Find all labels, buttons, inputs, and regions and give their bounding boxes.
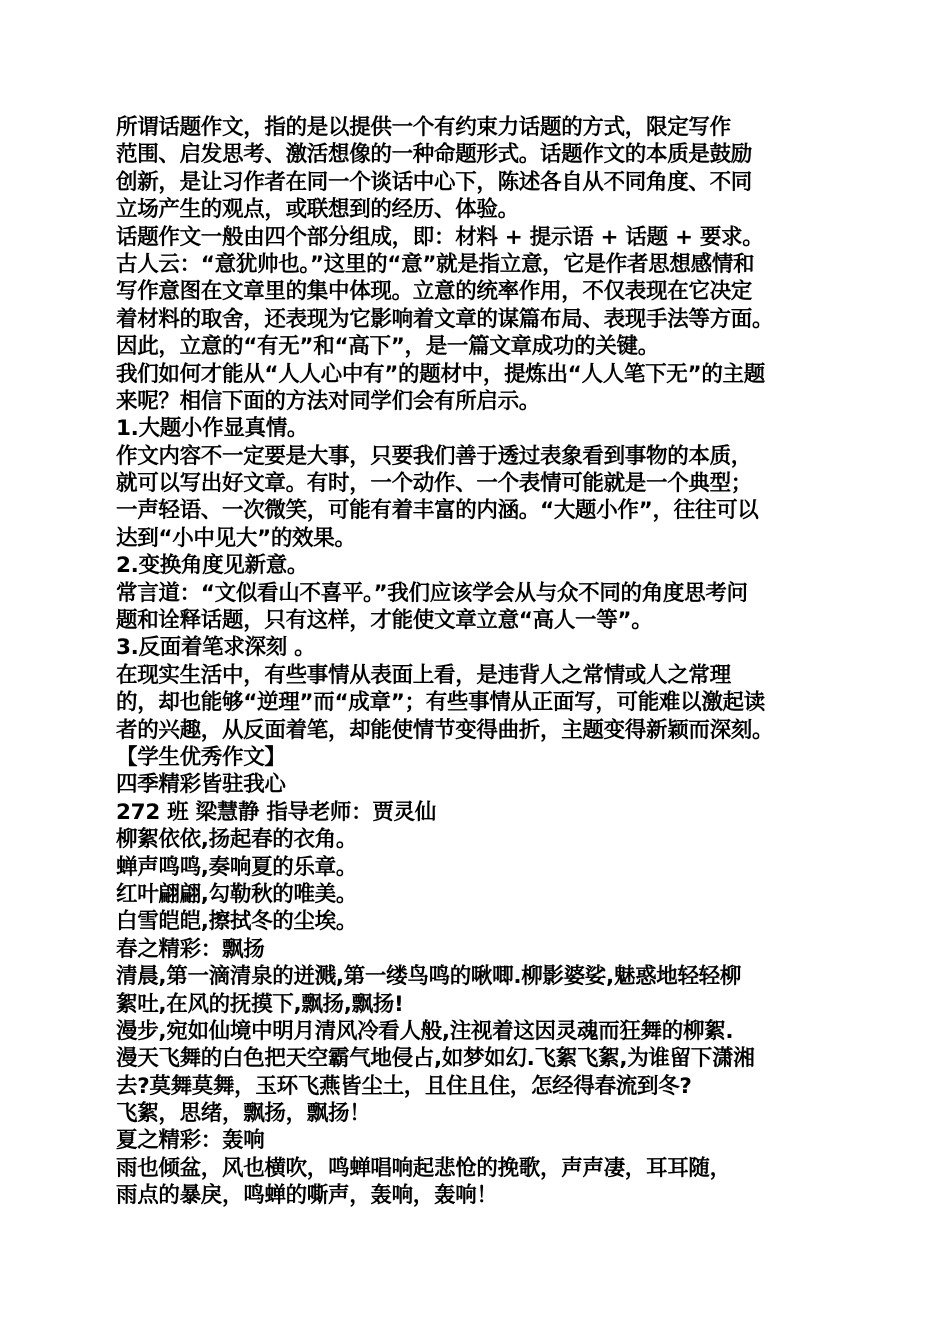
text-line: 3.反面着笔求深刻 。	[116, 635, 316, 661]
text-line: 常言道：“文似看山不喜平。”我们应该学会从与众不同的角度思考问	[116, 580, 748, 606]
text-line: 题和诠释话题，只有这样，才能使文章立意“高人一等”。	[116, 608, 653, 634]
text-line: 着材料的取舍，还表现为它影响着文章的谋篇布局、表现手法等方面。	[116, 306, 774, 332]
text-line: 立场产生的观点，或联想到的经历、体验。	[116, 197, 519, 223]
text-line: 272 班 梁慧静 指导老师：贾灵仙	[116, 799, 436, 825]
text-line: 絮吐,在风的抚摸下,飘扬,飘扬!	[116, 991, 404, 1017]
text-line: 在现实生活中，有些事情从表面上看，是违背人之常情或人之常理	[116, 662, 731, 688]
text-line: 2.变换角度见新意。	[116, 553, 309, 579]
text-line: 达到“小中见大”的效果。	[116, 525, 356, 551]
text-line: 一声轻语、一次微笑，可能有着丰富的内涵。“大题小作”，往往可以	[116, 498, 759, 524]
text-line: 红叶翩翩,勾勒秋的唯美。	[116, 881, 358, 907]
text-line: 的，却也能够“逆理”而“成章”；有些事情从正面写，可能难以激起读	[116, 690, 765, 716]
text-line: 者的兴趣，从反面着笔，却能使情节变得曲折，主题变得新颖而深刻。	[116, 717, 774, 743]
text-line: 1.大题小作显真情。	[116, 416, 309, 442]
text-line: 古人云：“意犹帅也。”这里的“意”就是指立意，它是作者思想感情和	[116, 251, 755, 277]
text-line: 创新，是让习作者在同一个谈话中心下，陈述各自从不同角度、不同	[116, 169, 753, 195]
text-line: 【学生优秀作文】	[116, 744, 286, 770]
text-line: 柳絮依依,扬起春的衣角。	[116, 827, 358, 853]
text-line: 漫天飞舞的白色把天空霸气地侵占,如梦如幻.飞絮飞絮,为谁留下潇湘	[116, 1046, 755, 1072]
text-line: 作文内容不一定要是大事，只要我们善于透过表象看到事物的本质，	[116, 443, 753, 469]
text-line: 漫步,宛如仙境中明月清风冷看人般,注视着这因灵魂而狂舞的柳絮.	[116, 1018, 734, 1044]
text-line: 范围、启发思考、激活想像的一种命题形式。话题作文的本质是鼓励	[116, 142, 753, 168]
text-line: 去?莫舞莫舞，玉环飞燕皆尘土，且住且住，怎经得春流到冬?	[116, 1073, 692, 1099]
text-line: 话题作文一般由四个部分组成，即：材料 + 提示语 + 话题 + 要求。	[116, 224, 764, 250]
text-line: 夏之精彩：轰响	[116, 1128, 265, 1154]
text-line: 四季精彩皆驻我心	[116, 772, 286, 798]
text-line: 春之精彩：飘扬	[116, 936, 265, 962]
text-line: 因此，立意的“有无”和“高下”，是一篇文章成功的关键。	[116, 334, 659, 360]
text-line: 来呢？相信下面的方法对同学们会有所启示。	[116, 388, 541, 414]
text-line: 清晨,第一滴清泉的迸溅,第一缕鸟鸣的啾唧.柳影婆娑,魅惑地轻轻柳	[116, 964, 742, 990]
text-line: 雨点的暴戾，鸣蝉的嘶声，轰响，轰响！	[116, 1183, 498, 1209]
text-line: 写作意图在文章里的集中体现。立意的统率作用，不仅表现在它决定	[116, 279, 753, 305]
text-line: 蝉声鸣鸣,奏响夏的乐章。	[116, 854, 358, 880]
text-line: 飞絮，思绪，飘扬，飘扬！	[116, 1101, 371, 1127]
text-line: 白雪皑皑,擦拭冬的尘埃。	[116, 909, 358, 935]
text-line: 雨也倾盆，风也横吹，鸣蝉唱响起悲怆的挽歌，声声凄，耳耳随，	[116, 1155, 731, 1181]
text-line: 所谓话题作文，指的是以提供一个有约束力话题的方式，限定写作	[116, 115, 731, 140]
document-body	[116, 114, 846, 1210]
text-line: 我们如何才能从“人人心中有”的题材中，提炼出“人人笔下无”的主题	[116, 361, 765, 387]
text-line: 就可以写出好文章。有时，一个动作、一个表情可能就是一个典型；	[116, 471, 753, 497]
